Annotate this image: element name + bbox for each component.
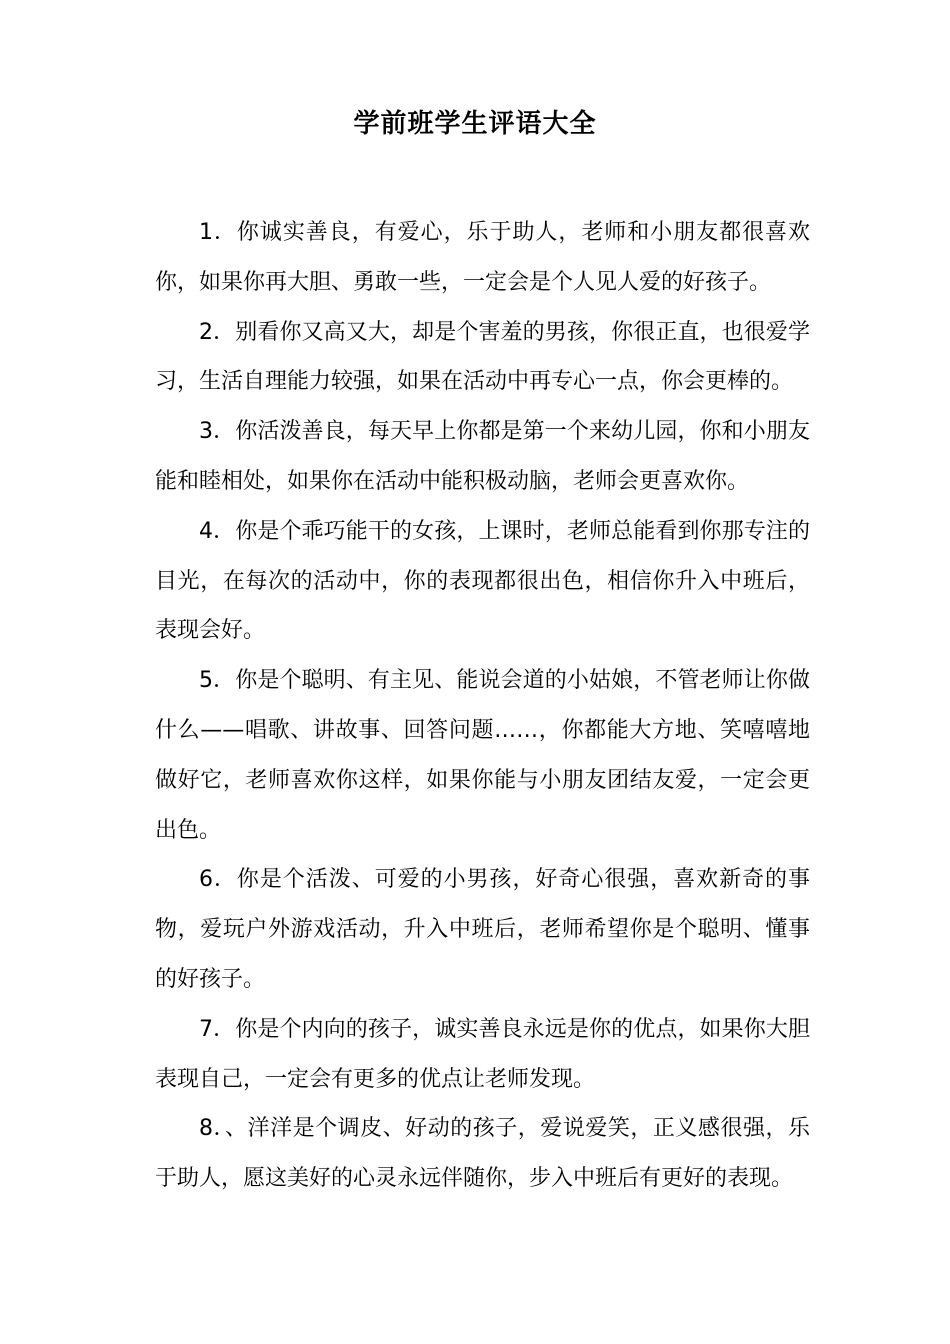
comment-item-3: 3．你活泼善良，每天早上你都是第一个来幼儿园，你和小朋友能和睦相处，如果你在活动中能积极动脑，老师会更喜欢你。 — [155, 419, 810, 494]
comment-item-7: 7．你是个内向的孩子，诚实善良永远是你的优点，如果你大胆表现自己，一定会有更多的优点让老师发现。 — [155, 1016, 810, 1092]
comment-item-2: 2．别看你又高又大，却是个害羞的男孩，你很正直，也很爱学习，生活自理能力较强，如果在活动中再专心一点，你会更棒的。 — [155, 319, 810, 395]
comment-item-5: 5．你是个聪明、有主见、能说会道的小姑娘，不管老师让你做什么——唱歌、讲故事、回答问题……，你都能大方地、笑嘻嘻地做好它，老师喜欢你这样，如果你能与小朋友团结友爱，一定会更出色。 — [155, 668, 810, 843]
comment-list — [155, 208, 810, 1204]
comment-item-1: 1．你诚实善良，有爱心，乐于助人，老师和小朋友都很喜欢你，如果你再大胆、勇敢一些，一定会是个人见人爱的好孩子。 — [155, 220, 810, 295]
comment-item-6: 6．你是个活泼、可爱的小男孩，好奇心很强，喜欢新奇的事物，爱玩户外游戏活动，升入中班后，老师希望你是个聪明、懂事的好孩子。 — [155, 867, 810, 992]
comment-item-4: 4．你是个乖巧能干的女孩，上课时，老师总能看到你那专注的目光，在每次的活动中，你的表现都很出色，相信你升入中班后，表现会好。 — [155, 518, 810, 644]
page-title: 学前班学生评语大全 — [353, 109, 597, 139]
comment-item-8: 8．、洋洋是个调皮、好动的孩子，爱说爱笑，正义感很强，乐于助人，愿这美好的心灵永远伴随你，步入中班后有更好的表现。 — [155, 1116, 810, 1192]
